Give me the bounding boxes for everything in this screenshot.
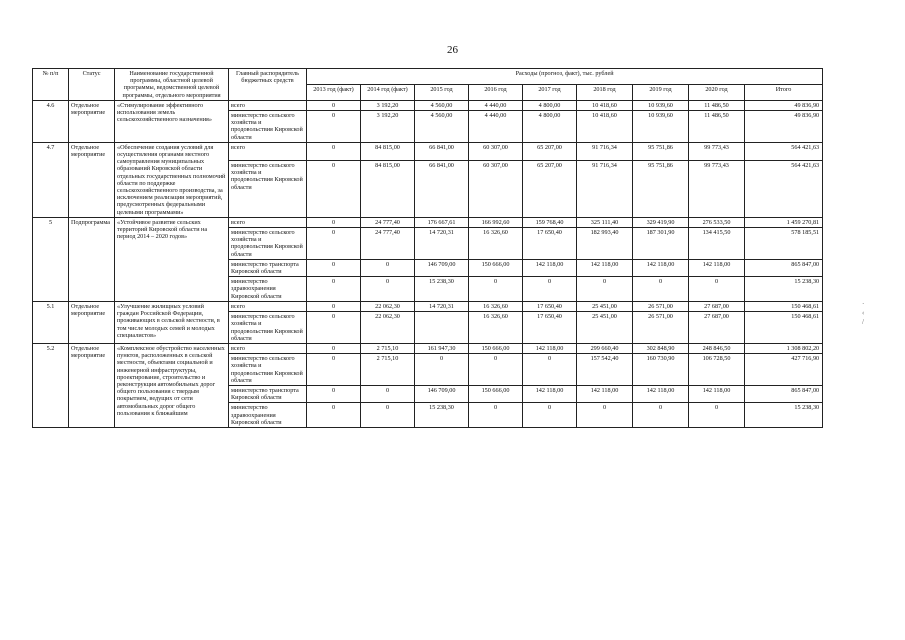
- row-total: 150 468,61: [745, 301, 823, 311]
- section-status: Подпрограмма: [69, 217, 115, 301]
- row-value: 0: [307, 111, 361, 143]
- row-value: 60 307,00: [469, 161, 523, 218]
- header-year: 2014 год (факт): [361, 84, 415, 100]
- row-value: 0: [307, 301, 361, 311]
- row-value: 16 326,60: [469, 301, 523, 311]
- row-value: 2 715,10: [361, 354, 415, 386]
- header-year: 2019 год: [633, 84, 689, 100]
- row-distributor: министерство транспорта Кировской области: [229, 385, 307, 402]
- row-value: 146 709,00: [415, 385, 469, 402]
- row-value: 0: [307, 385, 361, 402]
- row-value: 4 800,00: [523, 111, 577, 143]
- row-value: 26 571,00: [633, 301, 689, 311]
- row-value: 166 992,60: [469, 217, 523, 227]
- row-total: 427 716,90: [745, 354, 823, 386]
- row-value: 15 238,30: [415, 403, 469, 428]
- header-year: 2016 год: [469, 84, 523, 100]
- row-total: 49 836,90: [745, 100, 823, 110]
- row-value: 142 118,00: [523, 259, 577, 276]
- row-value: 26 571,00: [633, 312, 689, 344]
- row-distributor: всего: [229, 100, 307, 110]
- header-year: 2013 год (факт): [307, 84, 361, 100]
- header-num: № п/п: [33, 69, 69, 101]
- row-value: 0: [633, 277, 689, 302]
- table-row: [33, 301, 823, 311]
- row-value: 84 815,00: [361, 161, 415, 218]
- row-value: 4 800,00: [523, 100, 577, 110]
- row-value: 10 939,60: [633, 100, 689, 110]
- row-value: 142 118,00: [523, 343, 577, 353]
- row-value: 17 650,40: [523, 301, 577, 311]
- section-name: «Комплексное обустройство населенных пунктов, расположенных в сельской местности, объектами социальной и инженерной инфраструктуры, проектирование, строительство и реконструкция автомобильных дорог общего пользования с твердым покрытием, ведущих от сети автомобильных дорог общего пользования к ближайшим: [115, 343, 229, 427]
- row-value: 0: [307, 161, 361, 218]
- row-distributor: всего: [229, 142, 307, 160]
- row-distributor: министерство сельского хозяйства и продовольствия Кировской области: [229, 312, 307, 344]
- row-value: 325 111,40: [577, 217, 633, 227]
- row-total: 15 238,30: [745, 277, 823, 302]
- row-value: 2 715,10: [361, 343, 415, 353]
- row-value: 0: [307, 354, 361, 386]
- page-number: 26: [447, 44, 458, 56]
- row-total: 49 836,90: [745, 111, 823, 143]
- row-value: 95 751,86: [633, 142, 689, 160]
- row-value: 0: [523, 354, 577, 386]
- row-total: 1 459 270,81: [745, 217, 823, 227]
- table-row: [33, 100, 823, 110]
- row-value: 91 716,34: [577, 142, 633, 160]
- row-distributor: министерство здравоохранения Кировской области: [229, 403, 307, 428]
- row-distributor: министерство сельского хозяйства и продовольствия Кировской области: [229, 354, 307, 386]
- row-total: 578 185,51: [745, 228, 823, 260]
- section-status: Отдельное мероприятие: [69, 100, 115, 142]
- row-value: 27 687,00: [689, 312, 745, 344]
- section-name: «Обеспечение создания условий для осуществления органами местного самоуправления муниципальных образований Кировской области отдельных государственных полномочий области по поддержке сельскохозяйственного производства, за исключением реализации мероприятий, предусмотренных федеральными целевыми программами»: [115, 142, 229, 217]
- row-value: 16 326,60: [469, 312, 523, 344]
- row-value: 0: [577, 277, 633, 302]
- row-value: 150 666,00: [469, 259, 523, 276]
- section-number: 4.7: [33, 142, 69, 217]
- row-value: 142 118,00: [633, 259, 689, 276]
- row-value: 0: [469, 354, 523, 386]
- row-distributor: всего: [229, 217, 307, 227]
- row-value: 0: [633, 403, 689, 428]
- row-value: 3 192,20: [361, 111, 415, 143]
- row-value: 0: [307, 259, 361, 276]
- row-value: 150 666,00: [469, 385, 523, 402]
- row-value: 276 533,50: [689, 217, 745, 227]
- row-value: 299 660,40: [577, 343, 633, 353]
- row-value: 66 841,00: [415, 161, 469, 218]
- row-total: 564 421,63: [745, 142, 823, 160]
- budget-table: [32, 68, 823, 428]
- row-value: 4 440,00: [469, 100, 523, 110]
- row-value: 24 777,40: [361, 217, 415, 227]
- header-distributor: Главный распорядитель бюджетных средств: [229, 69, 307, 101]
- header-total: Итого: [745, 84, 823, 100]
- row-value: 91 716,34: [577, 161, 633, 218]
- section-name: «Стимулирование эффективного использования земель сельскохозяйственного назначения»: [115, 100, 229, 142]
- row-value: 17 650,40: [523, 312, 577, 344]
- row-value: 65 207,00: [523, 142, 577, 160]
- row-value: 142 118,00: [577, 385, 633, 402]
- row-value: 16 326,60: [469, 228, 523, 260]
- row-value: 157 542,40: [577, 354, 633, 386]
- row-value: 10 939,60: [633, 111, 689, 143]
- row-value: 0: [689, 403, 745, 428]
- row-value: 22 062,30: [361, 312, 415, 344]
- row-value: 329 419,90: [633, 217, 689, 227]
- section-number: 5.2: [33, 343, 69, 427]
- row-value: 0: [361, 403, 415, 428]
- row-value: 134 415,50: [689, 228, 745, 260]
- row-value: 187 301,90: [633, 228, 689, 260]
- row-value: 0: [415, 354, 469, 386]
- row-value: 0: [307, 217, 361, 227]
- row-value: 0: [523, 403, 577, 428]
- section-name: «Улучшение жилищных условий граждан Российской Федерации, проживающих в сельской местности, в том числе молодых семей и молодых специалистов»: [115, 301, 229, 343]
- row-value: 14 720,31: [415, 301, 469, 311]
- header-name: Наименование государственной программы, областной целевой программы, ведомственной целевой программы, отдельного мероприятия: [115, 69, 229, 101]
- section-status: Отдельное мероприятие: [69, 142, 115, 217]
- row-value: 22 062,30: [361, 301, 415, 311]
- header-year: 2018 год: [577, 84, 633, 100]
- row-value: 11 486,50: [689, 111, 745, 143]
- row-value: 142 118,00: [577, 259, 633, 276]
- table-row: [33, 142, 823, 160]
- row-value: 0: [361, 259, 415, 276]
- row-distributor: министерство сельского хозяйства и продовольствия Кировской области: [229, 228, 307, 260]
- row-value: 10 418,60: [577, 111, 633, 143]
- row-value: 11 486,50: [689, 100, 745, 110]
- row-value: 0: [361, 277, 415, 302]
- row-distributor: всего: [229, 301, 307, 311]
- row-value: 95 751,86: [633, 161, 689, 218]
- row-value: 25 451,00: [577, 301, 633, 311]
- row-distributor: министерство сельского хозяйства и продовольствия Кировской области: [229, 161, 307, 218]
- table-row: [33, 217, 823, 227]
- row-value: 146 709,00: [415, 259, 469, 276]
- row-value: 0: [523, 277, 577, 302]
- row-value: 66 841,00: [415, 142, 469, 160]
- row-value: 142 118,00: [689, 385, 745, 402]
- row-total: 150 468,61: [745, 312, 823, 344]
- row-value: 150 666,00: [469, 343, 523, 353]
- row-value: 0: [307, 228, 361, 260]
- row-value: 159 768,40: [523, 217, 577, 227]
- row-value: 182 993,40: [577, 228, 633, 260]
- row-value: 25 451,00: [577, 312, 633, 344]
- header-year: 2017 год: [523, 84, 577, 100]
- section-number: 5: [33, 217, 69, 301]
- row-total: 865 847,00: [745, 385, 823, 402]
- row-distributor: министерство здравоохранения Кировской области: [229, 277, 307, 302]
- header-year: 2015 год: [415, 84, 469, 100]
- row-value: 10 418,60: [577, 100, 633, 110]
- row-value: 0: [689, 277, 745, 302]
- row-value: 65 207,00: [523, 161, 577, 218]
- row-distributor: министерство транспорта Кировской области: [229, 259, 307, 276]
- row-total: 15 238,30: [745, 403, 823, 428]
- row-value: 0: [307, 277, 361, 302]
- header-status: Статус: [69, 69, 115, 101]
- row-value: 27 687,00: [689, 301, 745, 311]
- row-value: 4 560,00: [415, 100, 469, 110]
- row-value: 3 192,20: [361, 100, 415, 110]
- section-number: 4.6: [33, 100, 69, 142]
- row-value: 142 118,00: [689, 259, 745, 276]
- table-body: [33, 100, 823, 427]
- row-value: 24 777,40: [361, 228, 415, 260]
- row-value: 0: [469, 403, 523, 428]
- row-value: 0: [307, 100, 361, 110]
- row-value: 176 667,61: [415, 217, 469, 227]
- row-value: 302 848,90: [633, 343, 689, 353]
- header-year: 2020 год: [689, 84, 745, 100]
- row-value: 0: [361, 385, 415, 402]
- row-value: 106 728,50: [689, 354, 745, 386]
- row-value: 160 730,90: [633, 354, 689, 386]
- row-value: 0: [307, 312, 361, 344]
- section-number: 5.1: [33, 301, 69, 343]
- row-total: 1 308 802,20: [745, 343, 823, 353]
- row-distributor: всего: [229, 343, 307, 353]
- row-value: 17 650,40: [523, 228, 577, 260]
- row-total: 865 847,00: [745, 259, 823, 276]
- row-value: 14 720,31: [415, 228, 469, 260]
- row-value: 99 773,43: [689, 142, 745, 160]
- row-value: 4 440,00: [469, 111, 523, 143]
- row-value: 15 238,30: [415, 277, 469, 302]
- row-value: [415, 312, 469, 344]
- row-value: 0: [469, 277, 523, 302]
- section-name: «Устойчивое развитие сельских территорий Кировской области на период 2014 – 2020 годов»: [115, 217, 229, 301]
- margin-mark: · ‹ /: [862, 300, 865, 326]
- row-value: 84 815,00: [361, 142, 415, 160]
- row-value: 4 560,00: [415, 111, 469, 143]
- row-value: 248 846,50: [689, 343, 745, 353]
- section-status: Отдельное мероприятие: [69, 343, 115, 427]
- table-row: [33, 343, 823, 353]
- row-distributor: министерство сельского хозяйства и продовольствия Кировской области: [229, 111, 307, 143]
- row-value: 0: [307, 403, 361, 428]
- row-value: 60 307,00: [469, 142, 523, 160]
- row-value: 142 118,00: [523, 385, 577, 402]
- row-value: 0: [307, 343, 361, 353]
- section-status: Отдельное мероприятие: [69, 301, 115, 343]
- row-value: 142 118,00: [633, 385, 689, 402]
- header-expenses: Расходы (прогноз, факт), тыс. рублей: [307, 69, 823, 85]
- row-total: 564 421,63: [745, 161, 823, 218]
- row-value: 99 773,43: [689, 161, 745, 218]
- row-value: 0: [307, 142, 361, 160]
- row-value: 0: [577, 403, 633, 428]
- table-header: [33, 69, 823, 101]
- row-value: 161 947,30: [415, 343, 469, 353]
